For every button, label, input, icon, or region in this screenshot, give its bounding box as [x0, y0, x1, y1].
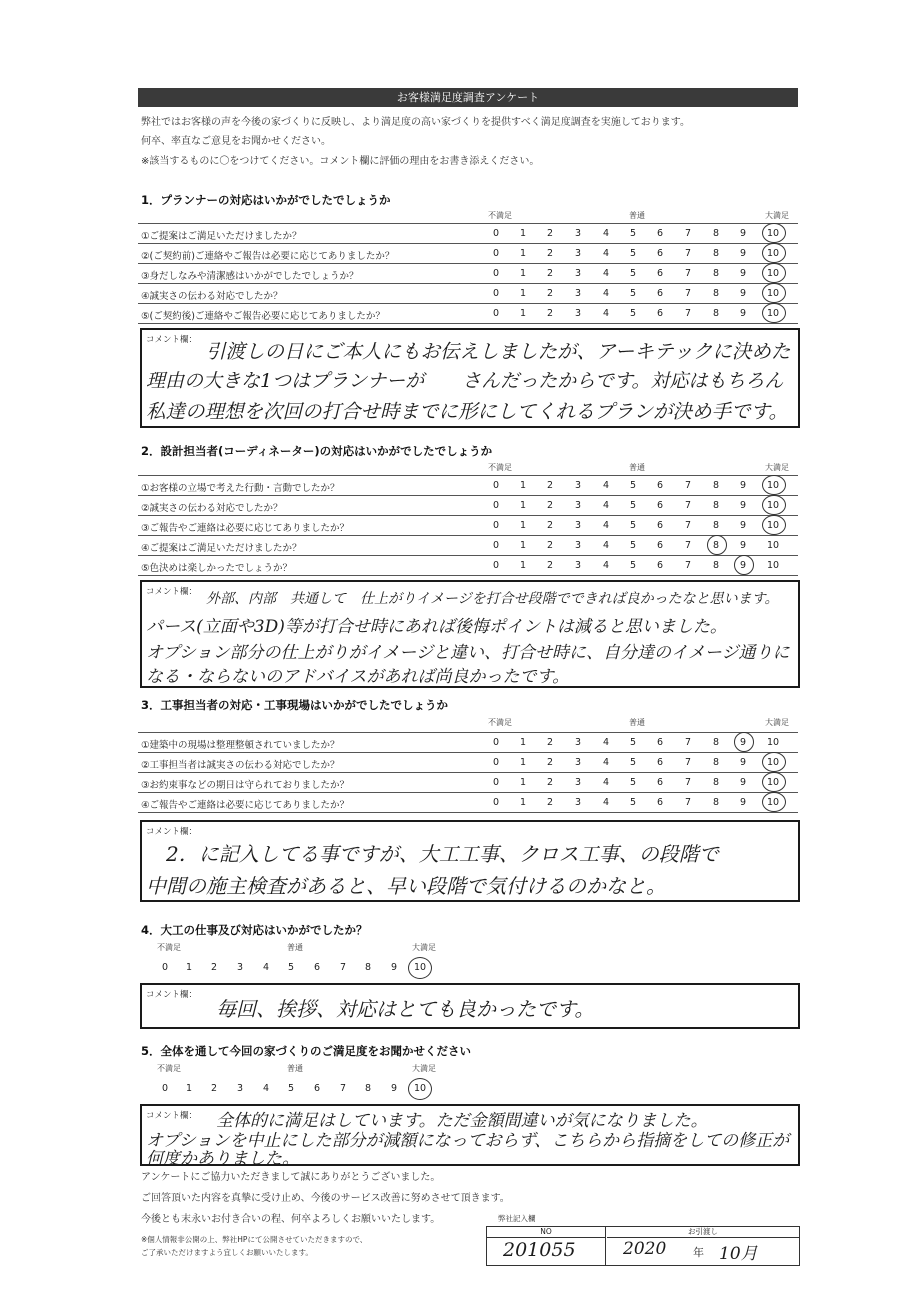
- intro-line-1: 弊社ではお客様の声を今後の家づくりに反映し、より満足度の高い家づくりを提供すべく満足度調査を実施しております。: [141, 117, 690, 128]
- section-5-label-low: 不満足: [157, 1064, 181, 1073]
- rating-option-5[interactable]: 5: [629, 268, 637, 279]
- rating-option-6[interactable]: 6: [656, 540, 664, 551]
- rating-option-4[interactable]: 4: [602, 540, 610, 551]
- rating-option-10[interactable]: 10: [766, 268, 780, 279]
- privacy-note-1: ※個人情報非公開の上、弊社HPにて公開させていただきますので、: [141, 1235, 368, 1244]
- selected-rating-circle: [762, 792, 786, 812]
- rating-option-8[interactable]: 8: [712, 560, 720, 571]
- section-4-comment-box: [140, 983, 800, 1029]
- section-5-rating-option-8[interactable]: 8: [364, 1083, 372, 1094]
- rating-option-9[interactable]: 9: [739, 777, 747, 788]
- year-unit: 年: [693, 1246, 704, 1259]
- section-1-title: 1．プランナーの対応はいかがでしたでしょうか: [141, 193, 391, 207]
- rating-option-5[interactable]: 5: [629, 797, 637, 808]
- section-4-rating-option-9[interactable]: 9: [390, 962, 398, 973]
- rating-option-4[interactable]: 4: [602, 480, 610, 491]
- rating-option-4[interactable]: 4: [602, 757, 610, 768]
- section-4-label-low: 不満足: [157, 943, 181, 952]
- comment-label: コメント欄：: [146, 335, 198, 345]
- section-2-label-mid: 普通: [629, 463, 645, 472]
- rating-option-6[interactable]: 6: [656, 268, 664, 279]
- question-text: ③身だしなみや清潔感はいかがでしたでしょうか？: [141, 271, 359, 282]
- section-5-title: 5．全体を通して今回の家づくりのご満足度をお聞かせください: [141, 1044, 471, 1058]
- rating-option-5[interactable]: 5: [629, 560, 637, 571]
- section-4-rating-option-1[interactable]: 1: [185, 962, 193, 973]
- question-row: [138, 243, 798, 263]
- rating-option-9[interactable]: 9: [739, 520, 747, 531]
- section-4-rating-option-8[interactable]: 8: [364, 962, 372, 973]
- section-3-comment-box: [140, 820, 800, 902]
- rating-option-8[interactable]: 8: [712, 480, 720, 491]
- rating-option-3[interactable]: 3: [574, 248, 582, 259]
- handwritten-comment-line: 私達の理想を次回の打合せ時までに形にしてくれるプランが決め手です。: [146, 400, 788, 423]
- rating-option-2[interactable]: 2: [546, 268, 554, 279]
- question-row: [138, 223, 798, 243]
- rating-option-8[interactable]: 8: [712, 268, 720, 279]
- question-text: ②(ご契約前)ご連絡やご報告は必要に応じてありましたか？: [141, 251, 395, 262]
- rating-option-2[interactable]: 2: [546, 480, 554, 491]
- section-1-label-mid: 普通: [629, 211, 645, 220]
- rating-option-1[interactable]: 1: [519, 737, 527, 748]
- rating-option-6[interactable]: 6: [656, 560, 664, 571]
- rating-option-4[interactable]: 4: [602, 500, 610, 511]
- question-text: ②工事担当者は誠実さの伝わる対応でしたか？: [141, 760, 340, 771]
- rating-option-10[interactable]: 10: [766, 560, 780, 571]
- rating-option-2[interactable]: 2: [546, 540, 554, 551]
- section-5-rating-option-0[interactable]: 0: [161, 1083, 169, 1094]
- rating-option-9[interactable]: 9: [739, 500, 747, 511]
- rating-option-0[interactable]: 0: [492, 268, 500, 279]
- rating-option-7[interactable]: 7: [684, 520, 692, 531]
- rating-option-0[interactable]: 0: [492, 308, 500, 319]
- rating-option-10[interactable]: 10: [766, 777, 780, 788]
- section-1-label-low: 不満足: [488, 211, 512, 220]
- rating-option-10[interactable]: 10: [766, 248, 780, 259]
- rating-option-1[interactable]: 1: [519, 268, 527, 279]
- rating-option-3[interactable]: 3: [574, 308, 582, 319]
- handwritten-comment-line: 外部、内部 共通して 仕上がりイメージを打合せ段階でできれば良かったなと思います。: [206, 591, 779, 607]
- question-text: ④ご報告やご連絡は必要に応じてありましたか？: [141, 800, 350, 811]
- no-label: NO: [487, 1227, 605, 1238]
- selected-rating-circle: [762, 223, 786, 243]
- rating-option-6[interactable]: 6: [656, 480, 664, 491]
- rating-option-1[interactable]: 1: [519, 228, 527, 239]
- section-5-rating-option-7[interactable]: 7: [339, 1083, 347, 1094]
- handwritten-comment-line: 毎回、挨拶、対応はとても良かったです。: [216, 997, 595, 1021]
- rating-option-6[interactable]: 6: [656, 777, 664, 788]
- rating-option-3[interactable]: 3: [574, 268, 582, 279]
- rating-option-5[interactable]: 5: [629, 520, 637, 531]
- rating-option-3[interactable]: 3: [574, 288, 582, 299]
- rating-option-1[interactable]: 1: [519, 500, 527, 511]
- rating-option-4[interactable]: 4: [602, 228, 610, 239]
- section-4-rating-option-5[interactable]: 5: [287, 962, 295, 973]
- question-row: [138, 732, 798, 752]
- rating-option-2[interactable]: 2: [546, 757, 554, 768]
- rating-option-1[interactable]: 1: [519, 520, 527, 531]
- rating-option-4[interactable]: 4: [602, 737, 610, 748]
- rating-option-3[interactable]: 3: [574, 737, 582, 748]
- handwritten-comment-line: 中間の施主検査があると、早い段階で気付けるのかなと。: [146, 874, 666, 898]
- rating-option-9[interactable]: 9: [739, 540, 747, 551]
- section-4-title: 4．大工の仕事及び対応はいかがでしたか？: [141, 923, 368, 937]
- rating-option-10[interactable]: 10: [766, 228, 780, 239]
- rating-option-3[interactable]: 3: [574, 520, 582, 531]
- question-row: [138, 283, 798, 303]
- rating-option-10[interactable]: 10: [766, 308, 780, 319]
- question-row: [138, 263, 798, 283]
- rating-option-3[interactable]: 3: [574, 500, 582, 511]
- rating-option-7[interactable]: 7: [684, 797, 692, 808]
- intro-line-3: ※該当するものに〇をつけてください。コメント欄に評価の理由をお書き添えください。: [141, 156, 540, 167]
- rating-option-7[interactable]: 7: [684, 248, 692, 259]
- rating-option-7[interactable]: 7: [684, 480, 692, 491]
- question-row: [138, 772, 798, 792]
- rating-option-1[interactable]: 1: [519, 308, 527, 319]
- handwritten-comment-line: 引渡しの日にご本人にもお伝えしましたが、アーキテックに決めた: [206, 340, 791, 363]
- section-4-rating-option-4[interactable]: 4: [262, 962, 270, 973]
- selected-rating-circle: [762, 243, 786, 263]
- rating-option-10[interactable]: 10: [766, 797, 780, 808]
- section-3-label-mid: 普通: [629, 718, 645, 727]
- rating-option-1[interactable]: 1: [519, 480, 527, 491]
- rating-option-0[interactable]: 0: [492, 288, 500, 299]
- rating-option-7[interactable]: 7: [684, 500, 692, 511]
- rating-option-9[interactable]: 9: [739, 248, 747, 259]
- rating-option-2[interactable]: 2: [546, 520, 554, 531]
- rating-option-2[interactable]: 2: [546, 308, 554, 319]
- section-2-label-low: 不満足: [488, 463, 512, 472]
- rating-option-0[interactable]: 0: [492, 500, 500, 511]
- rating-option-10[interactable]: 10: [766, 480, 780, 491]
- rating-option-5[interactable]: 5: [629, 777, 637, 788]
- rating-option-9[interactable]: 9: [739, 480, 747, 491]
- rating-option-9[interactable]: 9: [739, 560, 747, 571]
- handwritten-comment-line: 何度かありました。: [146, 1149, 299, 1169]
- handwritten-comment-line: 2．に記入してる事ですが、大工工事、クロス工事、の段階で: [166, 842, 719, 866]
- rating-option-6[interactable]: 6: [656, 288, 664, 299]
- handwritten-comment-line: オプションを中止にした部分が減額になっておらず、こちらから指摘をしての修正が: [146, 1131, 790, 1151]
- rating-option-4[interactable]: 4: [602, 308, 610, 319]
- section-3-label-low: 不満足: [488, 718, 512, 727]
- rating-option-10[interactable]: 10: [766, 737, 780, 748]
- rating-option-7[interactable]: 7: [684, 228, 692, 239]
- rating-option-5[interactable]: 5: [629, 737, 637, 748]
- rating-option-0[interactable]: 0: [492, 540, 500, 551]
- no-value: 201055: [503, 1239, 576, 1261]
- section-5-label-high: 大満足: [412, 1064, 436, 1073]
- rating-option-9[interactable]: 9: [739, 288, 747, 299]
- selected-rating-circle: [762, 772, 786, 792]
- section-4-label-mid: 普通: [287, 943, 303, 952]
- rating-option-2[interactable]: 2: [546, 248, 554, 259]
- rating-option-9[interactable]: 9: [739, 308, 747, 319]
- rating-option-0[interactable]: 0: [492, 560, 500, 571]
- question-row: [138, 495, 798, 515]
- rating-option-7[interactable]: 7: [684, 737, 692, 748]
- section-2-comment-box: [140, 580, 800, 688]
- question-text: ⑤色決めは楽しかったでしょうか？: [141, 563, 293, 574]
- rating-option-1[interactable]: 1: [519, 797, 527, 808]
- rating-option-1[interactable]: 1: [519, 757, 527, 768]
- handover-year: 2020: [623, 1239, 667, 1259]
- rating-option-9[interactable]: 9: [739, 797, 747, 808]
- rating-option-2[interactable]: 2: [546, 737, 554, 748]
- rating-option-10[interactable]: 10: [766, 288, 780, 299]
- question-text: ⑤(ご契約後)ご連絡やご報告必要に応じてありましたか？: [141, 311, 385, 322]
- section-5-rating-option-4[interactable]: 4: [262, 1083, 270, 1094]
- question-row: [138, 515, 798, 535]
- rating-option-3[interactable]: 3: [574, 757, 582, 768]
- rating-option-3[interactable]: 3: [574, 560, 582, 571]
- selected-rating-circle: [734, 555, 754, 575]
- office-use-box: [486, 1226, 800, 1266]
- section-4-rating-option-7[interactable]: 7: [339, 962, 347, 973]
- section-5-rating-option-1[interactable]: 1: [185, 1083, 193, 1094]
- rating-option-1[interactable]: 1: [519, 777, 527, 788]
- question-row: [138, 555, 798, 576]
- rating-option-7[interactable]: 7: [684, 560, 692, 571]
- rating-option-2[interactable]: 2: [546, 500, 554, 511]
- section-3-label-high: 大満足: [765, 718, 789, 727]
- section-5-rating-option-2[interactable]: 2: [210, 1083, 218, 1094]
- rating-option-2[interactable]: 2: [546, 797, 554, 808]
- selected-rating-circle: [707, 535, 727, 555]
- selected-rating-circle: [762, 752, 786, 772]
- section-1-label-high: 大満足: [765, 211, 789, 220]
- section-5-rating-option-3[interactable]: 3: [236, 1083, 244, 1094]
- rating-option-7[interactable]: 7: [684, 757, 692, 768]
- section-2-title: 2．設計担当者(コーディネーター)の対応はいかがでしたでしょうか: [141, 444, 493, 458]
- rating-option-7[interactable]: 7: [684, 308, 692, 319]
- rating-option-0[interactable]: 0: [492, 777, 500, 788]
- rating-option-9[interactable]: 9: [739, 737, 747, 748]
- rating-option-0[interactable]: 0: [492, 228, 500, 239]
- rating-option-8[interactable]: 8: [712, 757, 720, 768]
- section-2-label-high: 大満足: [765, 463, 789, 472]
- rating-option-6[interactable]: 6: [656, 308, 664, 319]
- section-5-rating-option-9[interactable]: 9: [390, 1083, 398, 1094]
- section-5-comment-box: [140, 1104, 800, 1169]
- section-4-rating-option-6[interactable]: 6: [313, 962, 321, 973]
- rating-option-3[interactable]: 3: [574, 777, 582, 788]
- comment-label: コメント欄：: [146, 990, 198, 1000]
- rating-option-5[interactable]: 5: [629, 228, 637, 239]
- rating-option-4[interactable]: 4: [602, 268, 610, 279]
- rating-option-4[interactable]: 4: [602, 777, 610, 788]
- rating-option-0[interactable]: 0: [492, 480, 500, 491]
- rating-option-5[interactable]: 5: [629, 288, 637, 299]
- rating-option-9[interactable]: 9: [739, 757, 747, 768]
- question-text: ①お客様の立場で考えた行動・言動でしたか？: [141, 483, 340, 494]
- rating-option-8[interactable]: 8: [712, 308, 720, 319]
- selected-rating-circle: [762, 263, 786, 283]
- rating-option-6[interactable]: 6: [656, 248, 664, 259]
- rating-option-8[interactable]: 8: [712, 248, 720, 259]
- rating-option-1[interactable]: 1: [519, 288, 527, 299]
- rating-option-7[interactable]: 7: [684, 540, 692, 551]
- rating-option-7[interactable]: 7: [684, 288, 692, 299]
- rating-option-10[interactable]: 10: [766, 540, 780, 551]
- selected-rating-circle: [762, 283, 786, 303]
- handwritten-comment-line: 全体的に満足はしています。ただ金額間違いが気になりました。: [216, 1111, 708, 1131]
- rating-option-5[interactable]: 5: [629, 540, 637, 551]
- rating-option-8[interactable]: 8: [712, 777, 720, 788]
- rating-option-9[interactable]: 9: [739, 268, 747, 279]
- rating-option-8[interactable]: 8: [712, 737, 720, 748]
- rating-option-4[interactable]: 4: [602, 248, 610, 259]
- rating-option-3[interactable]: 3: [574, 480, 582, 491]
- rating-option-5[interactable]: 5: [629, 500, 637, 511]
- rating-option-0[interactable]: 0: [492, 797, 500, 808]
- rating-option-8[interactable]: 8: [712, 288, 720, 299]
- rating-option-0[interactable]: 0: [492, 248, 500, 259]
- rating-option-6[interactable]: 6: [656, 228, 664, 239]
- survey-title: お客様満足度調査アンケート: [138, 88, 798, 107]
- rating-option-4[interactable]: 4: [602, 560, 610, 571]
- rating-option-2[interactable]: 2: [546, 288, 554, 299]
- rating-option-4[interactable]: 4: [602, 288, 610, 299]
- rating-option-3[interactable]: 3: [574, 228, 582, 239]
- handover-month: 10月: [719, 1244, 758, 1264]
- rating-option-6[interactable]: 6: [656, 500, 664, 511]
- section-4-label-high: 大満足: [412, 943, 436, 952]
- rating-option-8[interactable]: 8: [712, 540, 720, 551]
- section-3-title: 3．工事担当者の対応・工事現場はいかがでしたでしょうか: [141, 698, 448, 712]
- rating-option-5[interactable]: 5: [629, 480, 637, 491]
- rating-option-3[interactable]: 3: [574, 797, 582, 808]
- rating-option-7[interactable]: 7: [684, 268, 692, 279]
- handwritten-comment-line: オプション部分の仕上がりがイメージと違い、打合せ時に、自分達のイメージ通りに: [146, 643, 790, 663]
- section-5-rating-option-10[interactable]: 10: [413, 1083, 427, 1094]
- footer-line-1: アンケートにご協力いただきまして誠にありがとうございました。: [141, 1172, 441, 1183]
- rating-option-6[interactable]: 6: [656, 757, 664, 768]
- rating-option-2[interactable]: 2: [546, 777, 554, 788]
- handover-label: お引渡し: [607, 1227, 799, 1238]
- rating-option-1[interactable]: 1: [519, 248, 527, 259]
- section-4-rating-option-10[interactable]: 10: [413, 962, 427, 973]
- question-row: [138, 475, 798, 495]
- rating-option-2[interactable]: 2: [546, 560, 554, 571]
- section-4-rating-option-2[interactable]: 2: [210, 962, 218, 973]
- office-use-label: 弊社記入欄: [498, 1214, 536, 1223]
- section-5-rating-option-5[interactable]: 5: [287, 1083, 295, 1094]
- comment-label: コメント欄：: [146, 587, 198, 597]
- rating-option-5[interactable]: 5: [629, 308, 637, 319]
- question-row: [138, 792, 798, 813]
- rating-option-5[interactable]: 5: [629, 248, 637, 259]
- question-row: [138, 303, 798, 324]
- selected-rating-circle: [762, 495, 786, 515]
- rating-option-8[interactable]: 8: [712, 228, 720, 239]
- selected-rating-circle: [762, 303, 786, 323]
- section-4-rating-option-0[interactable]: 0: [161, 962, 169, 973]
- comment-label: コメント欄：: [146, 827, 198, 837]
- rating-option-10[interactable]: 10: [766, 520, 780, 531]
- selected-rating-circle: [762, 515, 786, 535]
- handwritten-comment-line: 理由の大きな1つはプランナーが さんだったからです。対応はもちろん: [146, 370, 784, 392]
- rating-option-8[interactable]: 8: [712, 500, 720, 511]
- rating-option-10[interactable]: 10: [766, 757, 780, 768]
- question-text: ③ご報告やご連絡は必要に応じてありましたか？: [141, 523, 350, 534]
- rating-option-5[interactable]: 5: [629, 757, 637, 768]
- rating-option-7[interactable]: 7: [684, 777, 692, 788]
- selected-rating-circle: [734, 732, 754, 752]
- section-5-label-mid: 普通: [287, 1064, 303, 1073]
- question-text: ④ご提案はご満足いただけましたか？: [141, 543, 302, 554]
- rating-option-9[interactable]: 9: [739, 228, 747, 239]
- intro-line-2: 何卒、率直なご意見をお聞かせください。: [141, 136, 331, 147]
- rating-option-0[interactable]: 0: [492, 520, 500, 531]
- rating-option-1[interactable]: 1: [519, 560, 527, 571]
- rating-option-6[interactable]: 6: [656, 520, 664, 531]
- rating-option-4[interactable]: 4: [602, 520, 610, 531]
- footer-line-3: 今後とも末永いお付き合いの程、何卒よろしくお願いいたします。: [141, 1214, 441, 1225]
- rating-option-0[interactable]: 0: [492, 757, 500, 768]
- question-text: ②誠実さの伝わる対応でしたか？: [141, 503, 283, 514]
- question-row: [138, 752, 798, 772]
- rating-option-8[interactable]: 8: [712, 520, 720, 531]
- rating-option-2[interactable]: 2: [546, 228, 554, 239]
- privacy-note-2: ご了承いただけますよう宜しくお願いいたします。: [141, 1248, 313, 1257]
- question-text: ③お約束事などの期日は守られておりましたか？: [141, 780, 350, 791]
- question-row: [138, 535, 798, 555]
- rating-option-1[interactable]: 1: [519, 540, 527, 551]
- rating-option-4[interactable]: 4: [602, 797, 610, 808]
- selected-rating-circle: [408, 1078, 432, 1100]
- question-text: ④誠実さの伝わる対応でしたか？: [141, 291, 283, 302]
- footer-line-2: ご回答頂いた内容を真摯に受け止め、今後のサービス改善に努めさせて頂きます。: [141, 1193, 510, 1204]
- rating-option-10[interactable]: 10: [766, 500, 780, 511]
- question-text: ①建築中の現場は整理整頓されていましたか？: [141, 740, 340, 751]
- handwritten-comment-line: パース(立面や3D)等が打合せ時にあれば後悔ポイントは減ると思いました。: [146, 617, 727, 637]
- rating-option-6[interactable]: 6: [656, 737, 664, 748]
- rating-option-0[interactable]: 0: [492, 737, 500, 748]
- rating-option-6[interactable]: 6: [656, 797, 664, 808]
- section-1-comment-box: [140, 328, 800, 428]
- rating-option-3[interactable]: 3: [574, 540, 582, 551]
- selected-rating-circle: [408, 957, 432, 979]
- comment-label: コメント欄：: [146, 1111, 198, 1121]
- section-4-rating-option-3[interactable]: 3: [236, 962, 244, 973]
- rating-option-8[interactable]: 8: [712, 797, 720, 808]
- selected-rating-circle: [762, 475, 786, 495]
- handwritten-comment-line: なる・ならないのアドバイスがあれば尚良かったです。: [146, 667, 570, 687]
- question-text: ①ご提案はご満足いただけましたか？: [141, 231, 302, 242]
- section-5-rating-option-6[interactable]: 6: [313, 1083, 321, 1094]
